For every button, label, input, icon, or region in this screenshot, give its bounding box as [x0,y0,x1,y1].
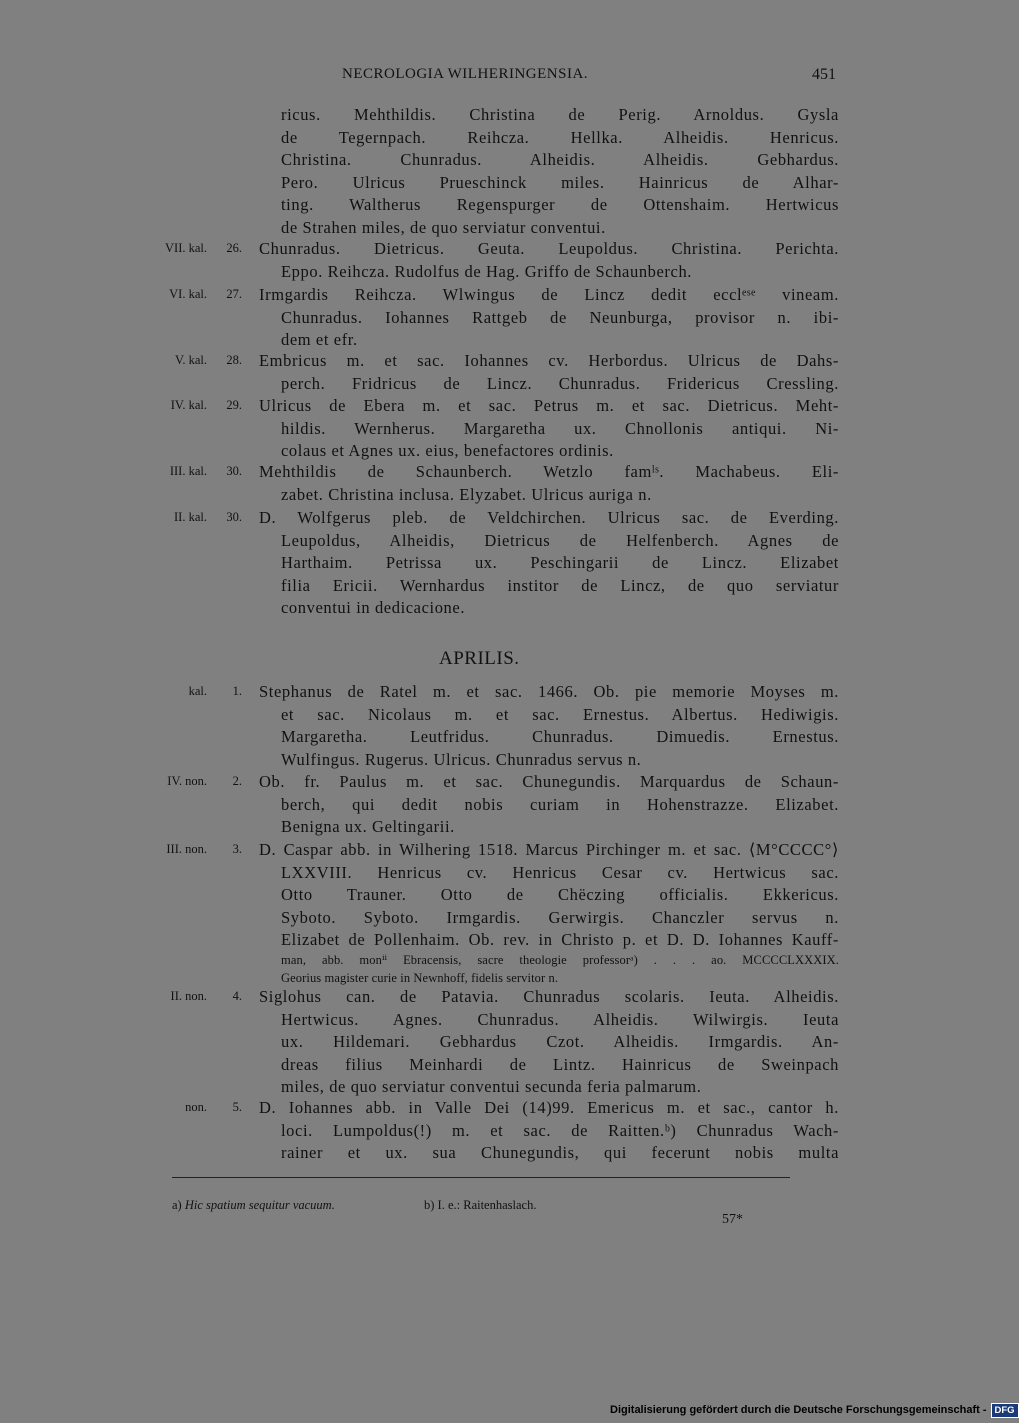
entry-date: VII. kal. [165,241,207,255]
entry-line: colaus et Agnes ux. eius, benefactores ordinis. [281,441,614,460]
entry-line: Chunradus. Dietricus. Geuta. Leupoldus. Christina. Perichta. [259,239,839,258]
entry-line: D. Wolfgerus pleb. de Veldchirchen. Ulricus sac. de Everding. [259,508,839,527]
entry-day: 2. [232,774,242,788]
page-number: 451 [812,66,836,83]
running-head: NECROLOGIA WILHERINGENSIA. [342,66,589,82]
entry-day: 29. [226,398,242,412]
entry-date: V. kal. [174,353,207,367]
entry-day: 30. [226,510,242,524]
footnote-b [424,1198,536,1213]
entry-day: 3. [232,842,242,856]
entry-day: 27. [226,287,242,301]
entry-date: VI. kal. [169,287,207,301]
entry-line: Elizabet de Pollenhaim. Ob. rev. in Christo p. et D. D. Iohannes Kauff- [281,930,839,949]
entry-line: Wulfingus. Rugerus. Ulricus. Chunradus servus n. [281,749,642,769]
entry-line: ting. Waltherus Regenspurger de Ottenshaim. Hertwicus [281,195,839,214]
entry-line: zabet. Christina inclusa. Elyzabet. Ulricus auriga n. [281,484,652,504]
entry-line: Stephanus de Ratel m. et sac. 1466. Ob. pie memorie Moyses m. [259,682,839,701]
entry-line: et sac. Nicolaus m. et sac. Ernestus. Albertus. Hediwigis. [281,704,839,724]
entry-line: Eppo. Reihcza. Rudolfus de Hag. Griffo de Schaunberch. [281,261,693,281]
entry-date: II. non. [170,989,207,1003]
entry-line: Irmgardis Reihcza. Wlwingus de Lincz dedit ecclᵉˢᵉ vineam. [259,285,839,304]
entry-day: 1. [232,684,242,698]
entry-day: 5. [232,1100,242,1114]
entry-line: Hertwicus. Agnes. Chunradus. Alheidis. Wilwirgis. Ieuta [281,1009,839,1029]
entry-day: 26. [226,241,242,255]
footnote-a [172,1198,335,1213]
footnote-mark: b) [424,1198,435,1212]
entry-line: conventui in dedicacione. [281,598,466,617]
entry-line: Syboto. Syboto. Irmgardis. Gerwirgis. Chanczler servus n. [281,907,839,927]
entry-date: non. [185,1100,207,1114]
entry-day: 4. [232,989,242,1003]
entry-date: II. kal. [174,510,207,524]
entry-line: berch, qui dedit nobis curiam in Hohenstrazze. Elizabet. [281,794,839,814]
entry-line: hildis. Wernherus. Margaretha ux. Chnollonis antiqui. Ni- [281,418,839,438]
entry-line: ricus. Mehthildis. Christina de Perig. Arnoldus. Gysla [281,105,839,124]
entry-date: IV. kal. [170,398,207,412]
entry-line: Siglohus can. de Patavia. Chunradus scolaris. Ieuta. Alheidis. [259,987,839,1006]
entry-date: III. non. [166,842,207,856]
entry-date: IV. non. [167,774,207,788]
entry-line: Ulricus de Ebera m. et sac. Petrus m. et sac. Dietricus. Meht- [259,396,839,415]
entry-line: Mehthildis de Schaunberch. Wetzlo famˡˢ. Machabeus. Eli- [259,462,839,481]
entry-line: Harthaim. Petrissa ux. Peschingarii de Lincz. Elizabet [281,553,839,572]
entry-line: Ob. fr. Paulus m. et sac. Chunegundis. Marquardus de Schaun- [259,772,839,791]
funding-notice-text: Digitalisierung gefördert durch die Deutsche Forschungsgemeinschaft - [610,1404,987,1416]
entry-line: de Strahen miles, de quo serviatur conventui. [281,217,606,237]
entry-line: Margaretha. Leutfridus. Chunradus. Dimuedis. Ernestus. [281,727,839,746]
entry-line: Georius magister curie in Newnhoff, fidelis servitor n. [281,971,559,985]
footnote-text: I. e.: Raitenhaslach. [437,1198,537,1212]
footnote-text: Hic spatium sequitur vacuum. [184,1198,335,1212]
footnote-mark: a) [172,1198,182,1212]
entry-line: rainer et ux. sua Chunegundis, qui fecerunt nobis multa [281,1143,839,1162]
entry-line: dem et efr. [281,330,358,349]
footnote-divider [172,1177,790,1178]
entry-line: D. Caspar abb. in Wilhering 1518. Marcus Pirchinger m. et sac. ⟨M°CCCC°⟩ [259,840,839,859]
entry-line: Pero. Ulricus Prueschinck miles. Hainricus de Alhar- [281,172,839,192]
entry-line: Christina. Chunradus. Alheidis. Alheidis. Gebhardus. [281,150,839,169]
entry-day: 28. [226,353,242,367]
entry-line: filia Ericii. Wernhardus institor de Lincz, de quo serviatur [281,575,839,595]
dfg-logo: DFG [991,1403,1019,1418]
entry-line: LXXVIII. Henricus cv. Henricus Cesar cv. Hertwicus sac. [281,862,839,882]
entry-line: Embricus m. et sac. Iohannes cv. Herbordus. Ulricus de Dahs- [259,351,839,370]
entry-line: loci. Lumpoldus(!) m. et sac. de Raitten.ᵇ) Chunradus Wach- [281,1120,839,1140]
entry-line: man, abb. monⁱⁱ Ebracensis, sacre theologie professorᵃ) . . . ao. MCCCCLXXXIX. [281,953,839,967]
entry-date: kal. [188,684,207,698]
entry-line: Benigna ux. Geltingarii. [281,817,455,836]
section-title-aprilis: APRILIS. [439,648,520,669]
entry-line: Leupoldus, Alheidis, Dietricus de Helfenberch. Agnes de [281,530,839,550]
entry-line: de Tegernpach. Reihcza. Hellka. Alheidis. Henricus. [281,127,839,147]
entry-day: 30. [226,464,242,478]
entry-line: ux. Hildemari. Gebhardus Czot. Alheidis. Irmgardis. An- [281,1032,839,1051]
entry-date: III. kal. [169,464,207,478]
entry-line: perch. Fridricus de Lincz. Chunradus. Fridericus Cressling. [281,373,839,393]
entry-line: dreas filius Meinhardi de Lintz. Hainricus de Sweinpach [281,1054,839,1074]
entry-line: miles, de quo serviatur conventui secunda feria palmarum. [281,1077,702,1096]
signature-mark: 57* [722,1212,743,1227]
entry-line: D. Iohannes abb. in Valle Dei (14)99. Emericus m. et sac., cantor h. [259,1098,839,1117]
entry-line: Otto Trauner. Otto de Chëczing officialis. Ekkericus. [281,885,839,904]
funding-notice-bar [610,1403,1019,1417]
entry-line: Chunradus. Iohannes Rattgeb de Neunburga, provisor n. ibi- [281,307,839,327]
